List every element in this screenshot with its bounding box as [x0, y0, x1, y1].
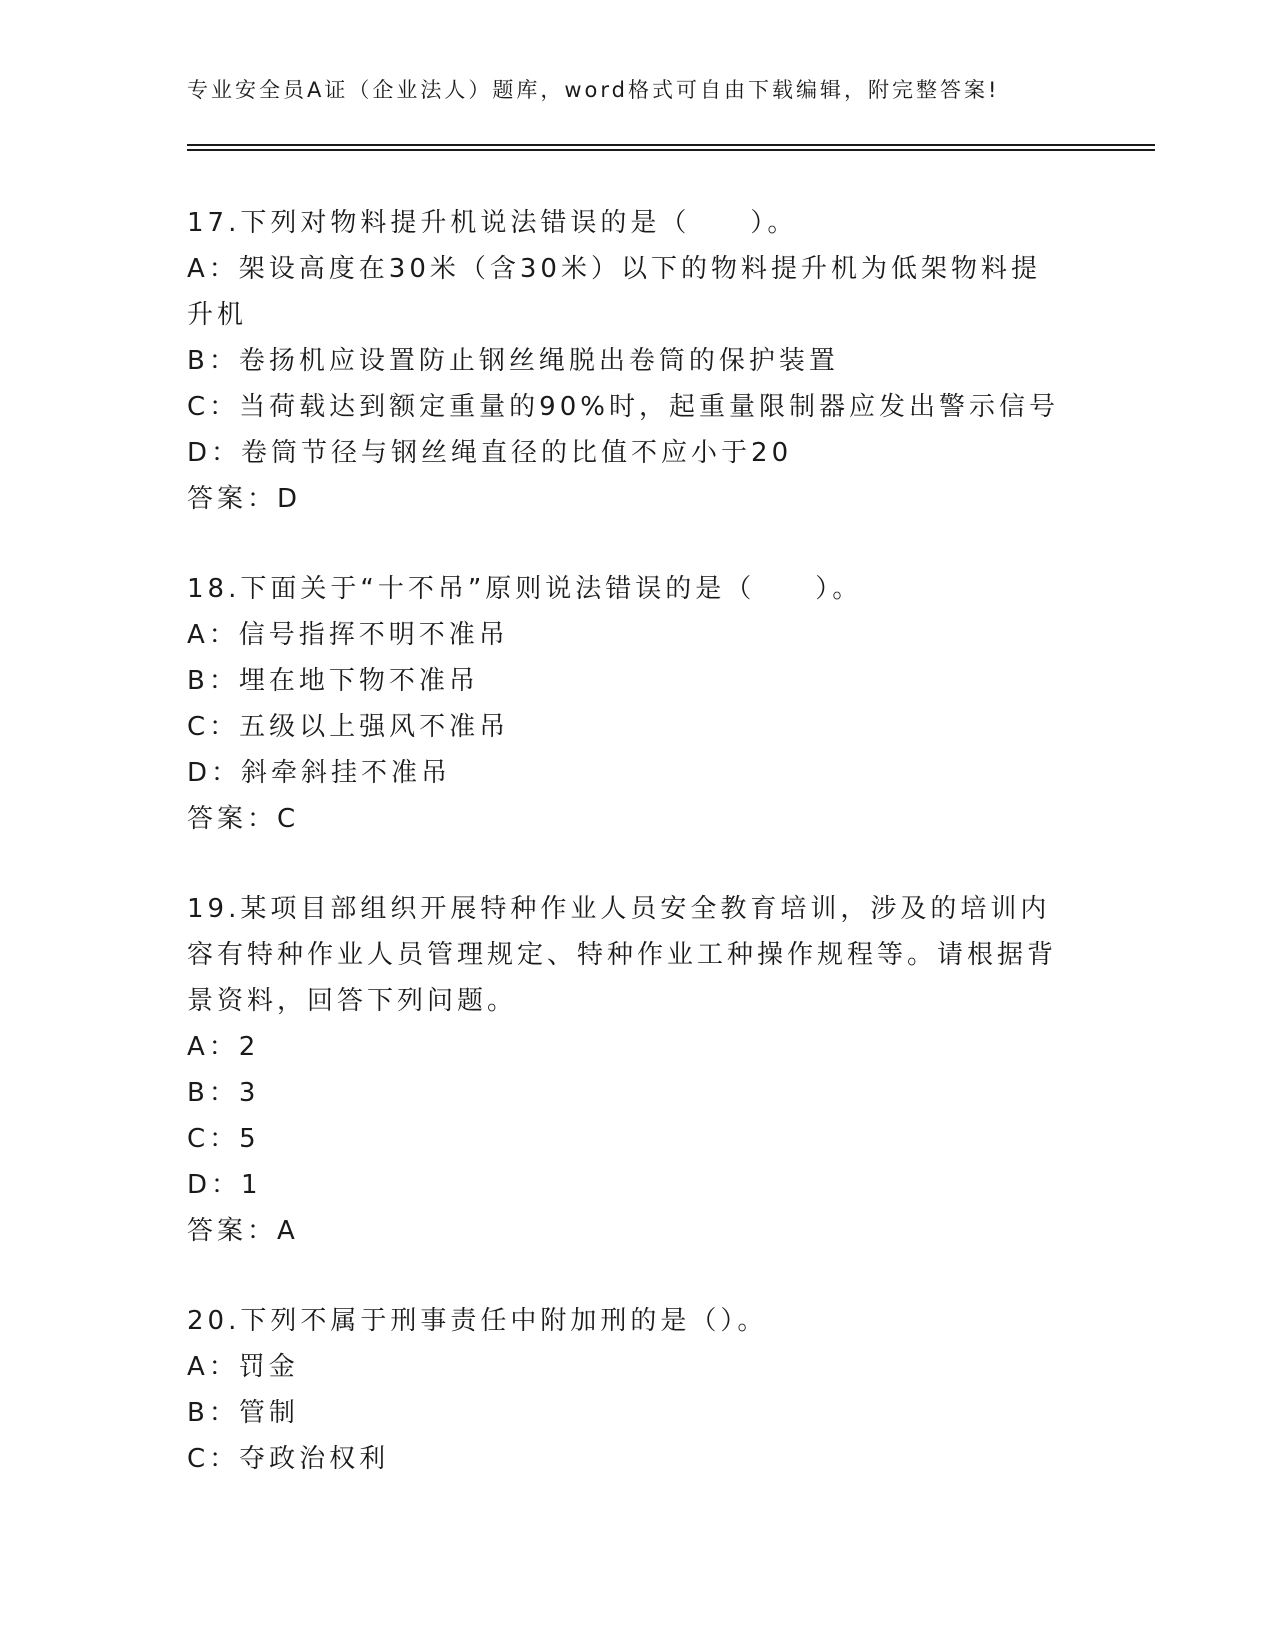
option-d: D：斜牵斜挂不准吊: [187, 758, 452, 788]
question-19: [187, 886, 1067, 1254]
option-c: C：当荷载达到额定重量的90%时，起重量限制器应发出警示信号: [187, 392, 1059, 422]
option-c: C：5: [187, 1124, 260, 1154]
option-b: B：管制: [187, 1398, 299, 1428]
option-c: C：夺政治权利: [187, 1444, 390, 1474]
answer: 答案：D: [187, 484, 302, 514]
question-18: [187, 566, 1067, 842]
option-b: B：3: [187, 1078, 260, 1108]
document-header: 专业安全员A证（企业法人）题库，word格式可自由下载编辑，附完整答案!: [187, 78, 1000, 102]
option-a: A：架设高度在30米（含30米）以下的物料提升机为低架物料提升机: [187, 254, 1041, 330]
header-rule-top: [187, 144, 1155, 146]
question-17: [187, 200, 1067, 522]
option-a: A：罚金: [187, 1352, 299, 1382]
option-b: B：埋在地下物不准吊: [187, 666, 479, 696]
question-20: [187, 1298, 1067, 1482]
answer: 答案：A: [187, 1216, 299, 1246]
answer: 答案：C: [187, 804, 300, 834]
option-a: A：信号指挥不明不准吊: [187, 620, 509, 650]
option-b: B：卷扬机应设置防止钢丝绳脱出卷筒的保护装置: [187, 346, 839, 376]
question-stem: 19.某项目部组织开展特种作业人员安全教育培训，涉及的培训内容有特种作业人员管理规定、特种作业工种操作规程等。请根据背景资料，回答下列问题。: [187, 894, 1058, 1016]
option-a: A：2: [187, 1032, 260, 1062]
option-d: D：1: [187, 1170, 262, 1200]
question-stem: 20.下列不属于刑事责任中附加刑的是（）。: [187, 1306, 768, 1336]
option-c: C：五级以上强风不准吊: [187, 712, 510, 742]
option-d: D：卷筒节径与钢丝绳直径的比值不应小于20: [187, 438, 793, 468]
header-rule-bottom: [187, 149, 1155, 151]
question-stem: 18.下面关于“十不吊”原则说法错误的是（ ）。: [187, 574, 863, 604]
question-list: [187, 200, 1067, 1526]
question-stem: 17.下列对物料提升机说法错误的是（ ）。: [187, 208, 798, 238]
